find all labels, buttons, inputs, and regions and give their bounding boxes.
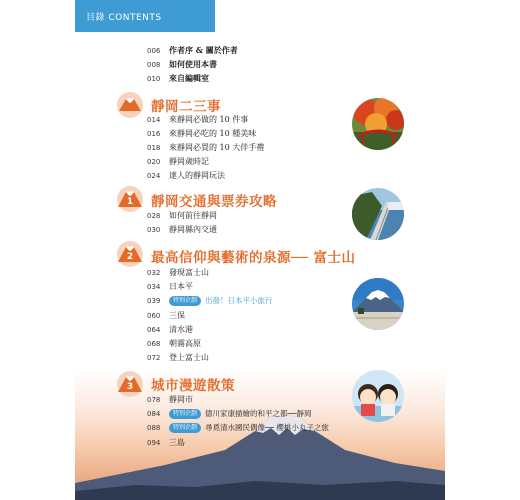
entry-title: 三保 xyxy=(169,311,185,320)
mount-fuji-photo xyxy=(352,278,404,330)
toc-entry[interactable] xyxy=(147,323,193,336)
entry-title: 來靜岡必買的 10 大伴手禮 xyxy=(169,143,265,152)
page-number: 068 xyxy=(147,339,161,348)
cartoon-characters-photo xyxy=(352,370,404,422)
page-number: 094 xyxy=(147,438,161,447)
page-number: 018 xyxy=(147,143,161,152)
page-number: 028 xyxy=(147,211,161,220)
special-badge: 特別企劃 xyxy=(169,423,201,433)
toc-entry-special[interactable] xyxy=(147,407,312,420)
page-number: 078 xyxy=(147,395,161,404)
entry-title: 如何使用本書 xyxy=(169,59,217,69)
page-number: 008 xyxy=(147,60,161,69)
entry-title: 來靜岡必吃的 10 種美味 xyxy=(169,129,257,138)
toc-entry[interactable] xyxy=(147,351,209,364)
toc-entry[interactable] xyxy=(147,209,217,222)
page-number: 088 xyxy=(147,423,161,432)
entry-title: 清水港 xyxy=(169,325,193,334)
entry-title: 來靜岡必做的 10 件事 xyxy=(169,115,249,124)
toc-entry[interactable] xyxy=(147,155,209,168)
page-number: 064 xyxy=(147,325,161,334)
special-badge: 特別企劃 xyxy=(169,296,201,306)
toc-entry[interactable] xyxy=(147,309,185,322)
toc-entry[interactable] xyxy=(147,169,225,182)
entry-title: 作者序 & 關於作者 xyxy=(169,45,238,55)
toc-entry[interactable] xyxy=(147,58,217,71)
chapter-number: 1 xyxy=(126,197,134,207)
contents-page xyxy=(75,0,445,500)
toc-entry[interactable] xyxy=(147,436,185,449)
page-number: 072 xyxy=(147,353,161,362)
page-number: 020 xyxy=(147,157,161,166)
chapter-number: 3 xyxy=(126,382,134,392)
entry-title: 達人的靜岡玩法 xyxy=(169,171,225,180)
page-number: 034 xyxy=(147,282,161,291)
page-number: 016 xyxy=(147,129,161,138)
toc-entry[interactable] xyxy=(147,113,248,126)
toc-entry[interactable] xyxy=(147,223,217,236)
toc-entry-special[interactable] xyxy=(147,294,273,307)
page-number: 039 xyxy=(147,296,161,305)
page-number: 032 xyxy=(147,268,161,277)
page-number: 014 xyxy=(147,115,161,124)
chapter-mountain-icon xyxy=(115,89,145,119)
page-number: 006 xyxy=(147,46,161,55)
entry-title: 出發！日本平小旅行 xyxy=(205,296,273,305)
header xyxy=(75,0,445,32)
entry-title: 登上富士山 xyxy=(169,353,209,362)
chapter-number: 2 xyxy=(126,252,134,262)
coastal-highway-photo xyxy=(352,188,404,240)
toc-entry[interactable] xyxy=(147,141,264,154)
page-number: 084 xyxy=(147,409,161,418)
entry-title: 朝霧高原 xyxy=(169,339,201,348)
entry-title: 德川家康描繪的和平之都──靜岡 xyxy=(205,409,312,418)
chapter-title[interactable]: 城市漫遊散策 xyxy=(151,378,235,394)
entry-title: 靜岡縣內交通 xyxy=(169,225,217,234)
toc-entry[interactable] xyxy=(147,127,256,140)
special-badge: 特別企劃 xyxy=(169,409,201,419)
toc-entry[interactable] xyxy=(147,337,201,350)
entry-title: 發現富士山 xyxy=(169,268,209,277)
entry-title: 靜岡市 xyxy=(169,395,193,404)
toc-entry-special[interactable] xyxy=(147,421,329,434)
entry-title: 三島 xyxy=(169,438,185,447)
chapter-title[interactable]: 最高信仰與藝術的泉源── 富士山 xyxy=(151,250,356,266)
chapter-title[interactable]: 靜岡交通與票券攻略 xyxy=(151,194,277,210)
toc-entry[interactable] xyxy=(147,44,238,57)
autumn-maple-photo xyxy=(352,98,404,150)
page-number: 010 xyxy=(147,74,161,83)
header-label: 目錄 CONTENTS xyxy=(86,13,162,23)
toc-entry[interactable] xyxy=(147,280,193,293)
chapter-title[interactable]: 靜岡二三事 xyxy=(151,99,221,115)
toc-entry[interactable] xyxy=(147,393,193,406)
entry-title: 如何前往靜岡 xyxy=(169,211,217,220)
page-number: 024 xyxy=(147,171,161,180)
entry-title: 尋覓清水國民偶像── 櫻桃小丸子之旅 xyxy=(205,423,329,432)
header-bar xyxy=(75,0,215,32)
entry-title: 來自編輯室 xyxy=(169,73,209,83)
entry-title: 日本平 xyxy=(169,282,193,291)
page-number: 060 xyxy=(147,311,161,320)
entry-title: 靜岡歲時記 xyxy=(169,157,209,166)
toc-entry[interactable] xyxy=(147,266,209,279)
page-number: 030 xyxy=(147,225,161,234)
toc-entry[interactable] xyxy=(147,72,209,85)
